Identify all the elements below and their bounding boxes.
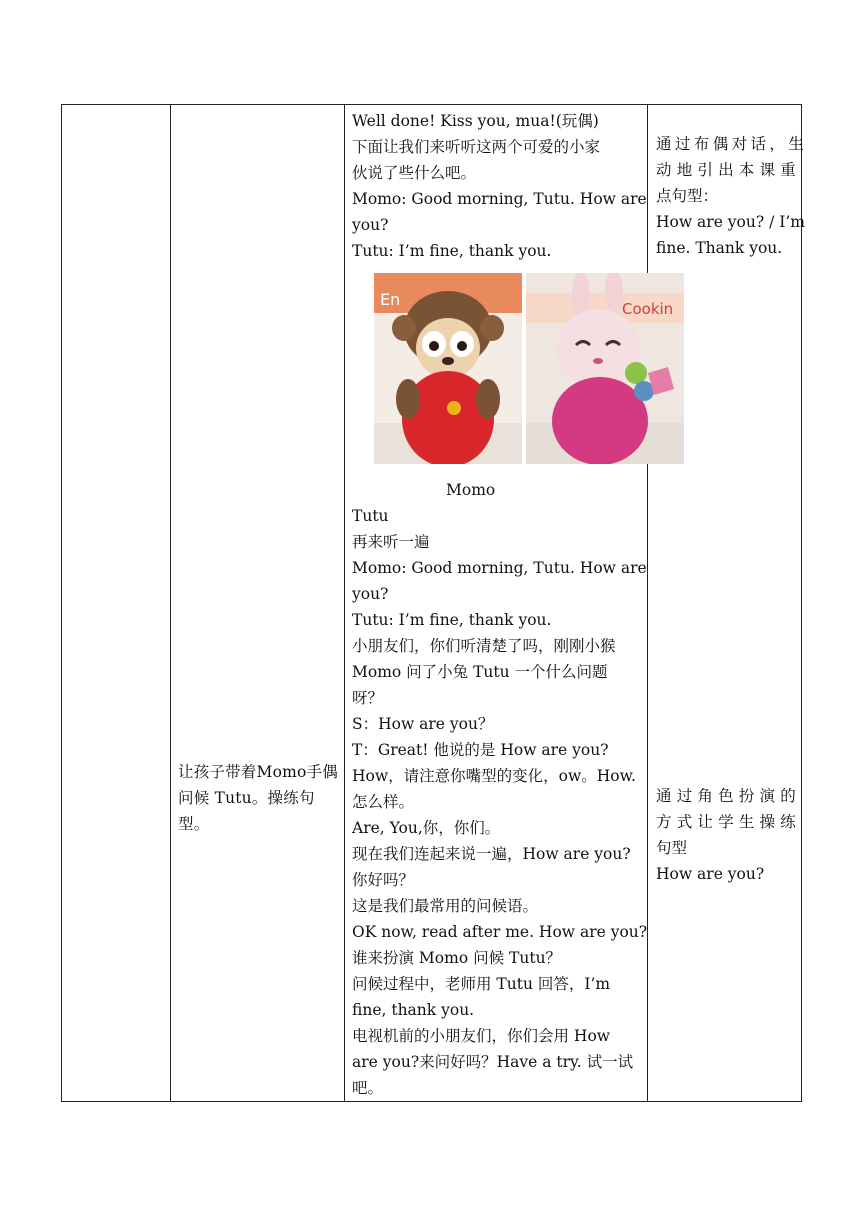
content-line: 谁来扮演 Momo 问候 Tutu？ xyxy=(352,949,562,967)
purpose-text-dialogue xyxy=(648,105,808,261)
content-line: 这是我们最常用的问候语。 xyxy=(352,897,539,915)
content-line: 现在我们连起来说一遍，How are you? xyxy=(352,845,631,863)
content-line: Well done! Kiss you, mua!(玩偶) xyxy=(352,112,599,130)
content-line: 怎么样。 xyxy=(352,793,415,811)
content-line: Tutu: I’m fine, thank you. xyxy=(352,242,552,260)
content-line: 下面让我们来听听这两个可爱的小家 xyxy=(352,138,601,156)
content-line: 伙说了些什么吧。 xyxy=(352,164,477,182)
content-line: are you?来问好吗？Have a try. 试一试 xyxy=(352,1053,634,1071)
content-line: OK now, read after me. How are you? xyxy=(352,923,648,941)
content-line: you? xyxy=(352,585,389,603)
purpose-line: fine. Thank you. xyxy=(656,239,783,257)
puppet-photos xyxy=(352,264,674,477)
momo-bg-text: En xyxy=(380,290,401,309)
momo-caption: Momo xyxy=(446,481,496,499)
purpose-line: 通过布偶对话，生 xyxy=(656,135,808,153)
purpose-line: 通过角色扮演的 xyxy=(656,787,801,805)
stage-cell xyxy=(62,105,171,1102)
purpose-text-roleplay xyxy=(656,783,801,887)
table-row xyxy=(62,105,802,1102)
momo-puppet-image xyxy=(374,273,522,464)
tutu-bg-text: Cookin xyxy=(622,300,674,318)
content-line: Momo: Good morning, Tutu. How are xyxy=(352,559,647,577)
content-line: 你好吗？ xyxy=(352,871,415,889)
step-description: 让孩子带着Momo手偶问候 Tutu。操练句型。 xyxy=(178,763,338,833)
content-line: S：How are you？ xyxy=(352,715,494,733)
purpose-line: 点句型： xyxy=(656,187,719,205)
step-cell xyxy=(171,105,345,1102)
purpose-line: How are you? xyxy=(656,865,765,883)
content-line: Tutu: I’m fine, thank you. xyxy=(352,611,552,629)
purpose-cell xyxy=(648,105,808,1102)
content-line: 吧。 xyxy=(352,1079,384,1097)
momo-puppet-photo xyxy=(374,273,522,464)
content-line: fine, thank you. xyxy=(352,1001,475,1019)
content-line: 再来听一遍 xyxy=(352,533,430,551)
content-line: How，请注意你嘴型的变化，ow。How. xyxy=(352,767,636,785)
content-line: 小朋友们，你们听清楚了吗，刚刚小猴 xyxy=(352,637,616,655)
purpose-line: How are you? / I’m xyxy=(656,213,805,231)
content-line: Momo: Good morning, Tutu. How are xyxy=(352,190,647,208)
purpose-line: 句型 xyxy=(656,839,688,857)
content-line: Are, You,你，你们。 xyxy=(352,819,501,837)
content-line: you? xyxy=(352,216,389,234)
content-line: 问候过程中，老师用 Tutu 回答，I’m xyxy=(352,975,611,993)
content-line: 呀？ xyxy=(352,689,384,707)
lesson-plan-table xyxy=(61,104,808,1102)
content-line: 电视机前的小朋友们，你们会用 How xyxy=(352,1027,611,1045)
content-line: Momo 问了小兔 Tutu 一个什么问题 xyxy=(352,663,608,681)
purpose-line: 动地引出本课重 xyxy=(656,161,801,179)
tutu-caption: Tutu xyxy=(352,507,389,525)
content-line: T：Great! 他说的是 How are you? xyxy=(352,741,609,759)
purpose-line: 方式让学生操练 xyxy=(656,813,801,831)
